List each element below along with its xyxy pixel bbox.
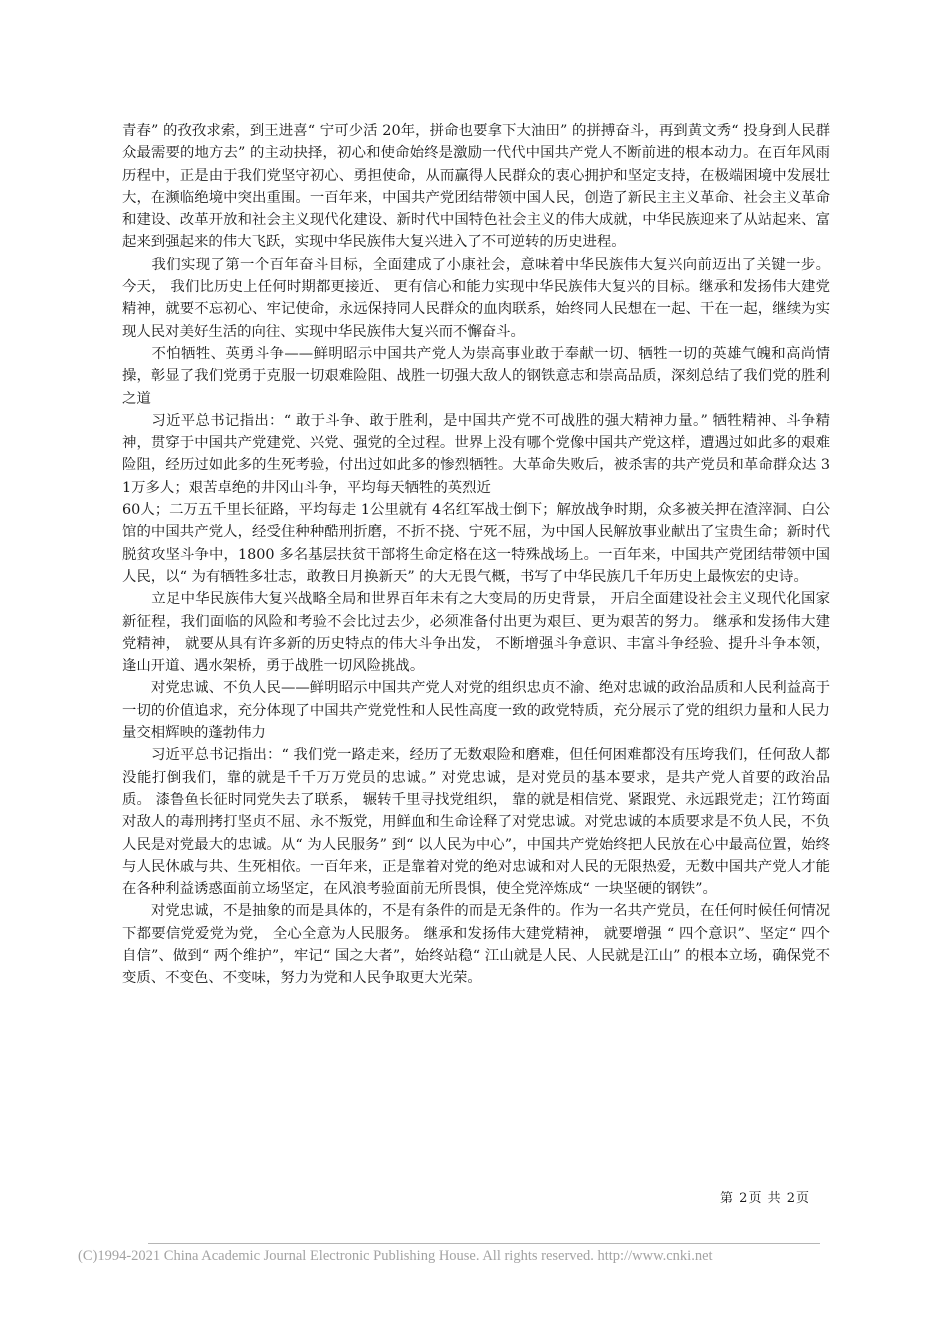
article-paragraph: 习近平总书记指出：“ 敢于斗争、敢于胜利，是中国共产党不可战胜的强大精神力量。” 牺牲精神、斗争精神，贯穿于中国共产党建党、兴党、强党的全过程。世界上没有哪个党像中国共产党这样，遭遇过如此多的艰难险阻，经历过如此多的生死考验，付出过如此多的惨烈牺牲。大革命失败后，被杀害的共产党员和革命群众达 31万多人；艰苦卓绝的井冈山斗争，平均每天牺牲的英烈近 [122, 412, 830, 496]
article-paragraph: 60人；二万五千里长征路，平均每走 1公里就有 4名红军战士倒下；解放战争时期，众多被关押在渣滓洞、白公馆的中国共产党人，经受住种种酷刑折磨，不折不挠、宁死不屈，为中国人民解放事业献出了宝贵生命；新时代脱贫攻坚斗争中，1800 多名基层扶贫干部将生命定格在这一特殊战场上。一百年来，中国共产党团结带领中国人民，以“ 为有牺牲多壮志，敢教日月换新天” 的大无畏气概，书写了中华民族几千年历史上最恢宏的史诗。 [122, 502, 830, 585]
article-body [122, 120, 830, 990]
footer-copyright: (C)1994-2021 China Academic Journal Electronic Publishing House. All rights reserved. http://www.cnki.net [78, 1248, 713, 1264]
page-number: 第 2页 共 2页 [720, 1191, 810, 1206]
article-paragraph: 不怕牺牲、英勇斗争——鲜明昭示中国共产党人为崇高事业敢于奉献一切、牺牲一切的英雄气魄和高尚情操，彰显了我们党勇于克服一切艰难险阻、战胜一切强大敌人的钢铁意志和崇高品质，深刻总结了我们党的胜利之道 [122, 345, 830, 407]
article-paragraph: 立足中华民族伟大复兴战略全局和世界百年未有之大变局的历史背景， 开启全面建设社会主义现代化国家新征程，我们面临的风险和考验不会比过去少，必须准备付出更为艰巨、更为艰苦的努力。 继承和发扬伟大建党精神， 就要从具有许多新的历史特点的伟大斗争出发， 不断增强斗争意识、丰富斗争经验、提升斗争本领，逢山开道、遇水架桥，勇于战胜一切风险挑战。 [122, 591, 830, 675]
article-paragraph: 我们实现了第一个百年奋斗目标，全面建成了小康社会，意味着中华民族伟大复兴向前迈出了关键一步。 今天， 我们比历史上任何时期都更接近、 更有信心和能力实现中华民族伟大复兴的目标。继承和发扬伟大建党精神，就要不忘初心、牢记使命，永远保持同人民群众的血肉联系，始终同人民想在一起、干在一起，继续为实现人民对美好生活的向往、实现中华民族伟大复兴而不懈奋斗。 [122, 256, 830, 340]
article-paragraph: 对党忠诚、不负人民——鲜明昭示中国共产党人对党的组织忠贞不渝、绝对忠诚的政治品质和人民利益高于一切的价值追求，充分体现了中国共产党党性和人民性高度一致的政党特质，充分展示了党的组织力量和人民力量交相辉映的蓬勃伟力 [122, 680, 830, 742]
article-paragraph: 对党忠诚，不是抽象的而是具体的，不是有条件的而是无条件的。作为一名共产党员，在任何时候任何情况下都要信党爱党为党， 全心全意为人民服务。 继承和发扬伟大建党精神， 就要增强 “ 四个意识”、坚定“ 四个自信”、做到“ 两个维护”，牢记“ 国之大者”，始终站稳“ 江山就是人民、人民就是江山” 的根本立场，确保党不变质、不变色、不变味，努力为党和人民争取更大光荣。 [122, 903, 830, 987]
footer-divider [148, 1243, 820, 1244]
article-paragraph: 青春” 的孜孜求索，到王进喜“ 宁可少活 20年，拼命也要拿下大油田” 的拼搏奋斗，再到黄文秀“ 投身到人民群众最需要的地方去” 的主动抉择，初心和使命始终是激励一代代中国共产党人不断前进的根本动力。在百年风雨历程中，正是由于我们党坚守初心、勇担使命，从而赢得人民群众的衷心拥护和坚定支持，在极端困境中发展壮大，在濒临绝境中突出重围。一百年来，中国共产党团结带领中国人民，创造了新民主主义革命、社会主义革命和建设、改革开放和社会主义现代化建设、新时代中国特色社会主义的伟大成就，中华民族迎来了从站起来、富起来到强起来的伟大飞跃，实现中华民族伟大复兴进入了不可逆转的历史进程。 [122, 123, 830, 251]
article-paragraph: 习近平总书记指出：“ 我们党一路走来，经历了无数艰险和磨难，但任何困难都没有压垮我们，任何敌人都没能打倒我们，靠的就是千千万万党员的忠诚。” 对党忠诚，是对党员的基本要求，是共产党人首要的政治品质。 漆鲁鱼长征时同党失去了联系， 辗转千里寻找党组织， 靠的就是相信党、紧跟党、永远跟党走；江竹筠面对敌人的毒刑拷打坚贞不屈、永不叛党，用鲜血和生命诠释了对党忠诚。对党忠诚的本质要求是不负人民，不负人民是对党最大的忠诚。从“ 为人民服务” 到“ 以人民为中心”，中国共产党始终把人民放在心中最高位置，始终与人民休戚与共、生死相依。一百年来，正是靠着对党的绝对忠诚和对人民的无限热爱，无数中国共产党人才能在各种利益诱惑面前立场坚定，在风浪考验面前无所畏惧，使全党淬炼成“ 一块坚硬的钢铁”。 [122, 747, 830, 898]
